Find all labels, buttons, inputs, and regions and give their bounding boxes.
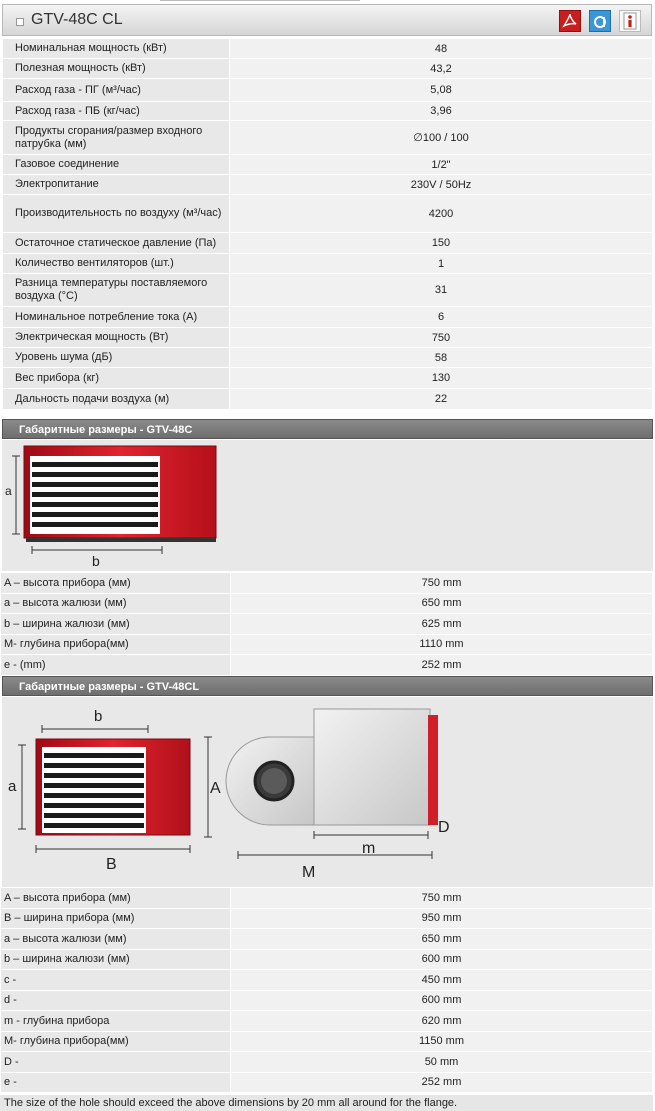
- spec-row: [3, 102, 653, 121]
- dimension-row: [1, 908, 653, 929]
- dimension-row: [1, 888, 653, 909]
- label-b: b: [94, 708, 103, 725]
- spec-value: 230V / 50Hz: [230, 175, 653, 195]
- dimension-row: [1, 1052, 653, 1073]
- spec-label: Производительность по воздуху (м³/час): [3, 195, 230, 233]
- spec-row: [3, 233, 653, 254]
- spec-value: 43,2: [230, 59, 653, 79]
- info-icon[interactable]: [619, 10, 641, 32]
- label-M: M: [302, 864, 316, 881]
- spec-value: 58: [230, 348, 653, 368]
- product-title: GTV-48C CL: [31, 11, 123, 28]
- dimension-row: [1, 1011, 653, 1032]
- dimension-label: A – высота прибора (мм): [1, 888, 231, 909]
- spec-row: [3, 121, 653, 155]
- spec-row: [3, 368, 653, 389]
- spec-row: [3, 348, 653, 368]
- dimension-label: A – высота прибора (мм): [1, 573, 231, 594]
- dimension-value: 600 mm: [231, 990, 653, 1011]
- dimension-row: [1, 573, 653, 594]
- spec-label: Расход газа - ПГ (м³/час): [3, 79, 230, 102]
- label-B: B: [106, 856, 117, 873]
- dimension-row: [1, 949, 653, 970]
- spec-value: 48: [230, 39, 653, 59]
- product-header: [2, 4, 652, 36]
- dimension-label: e -: [1, 1072, 231, 1093]
- dimension-value: 252 mm: [231, 1072, 653, 1093]
- flange-note: The size of the hole should exceed the above dimensions by 20 mm all around for the flange.: [0, 1095, 653, 1111]
- spec-value: 750: [230, 328, 653, 348]
- spec-value: 4200: [230, 195, 653, 233]
- dimension-row: [1, 929, 653, 950]
- dimension-label: e - (mm): [1, 655, 231, 676]
- section-title-c: Габаритные размеры - GTV-48C: [2, 419, 653, 439]
- spec-label: Расход газа - ПБ (кг/час): [3, 102, 230, 121]
- dimension-value: 650 mm: [231, 593, 653, 614]
- label-a: a: [5, 484, 12, 498]
- dimension-value: 1110 mm: [231, 634, 653, 655]
- dimension-row: [1, 593, 653, 614]
- label-b: b: [92, 553, 100, 569]
- spec-row: [3, 155, 653, 175]
- dimension-label: m - глубина прибора: [1, 1011, 231, 1032]
- spec-row: [3, 79, 653, 102]
- spec-label: Электрическая мощность (Вт): [3, 328, 230, 348]
- dimension-row: [1, 970, 653, 991]
- spec-row: [3, 254, 653, 274]
- spec-value: 150: [230, 233, 653, 254]
- dimension-value: 50 mm: [231, 1052, 653, 1073]
- spec-value: 5,08: [230, 79, 653, 102]
- spec-label: Газовое соединение: [3, 155, 230, 175]
- dimension-value: 252 mm: [231, 655, 653, 676]
- dimension-label: b – ширина жалюзи (мм): [1, 614, 231, 635]
- specs-table: [2, 38, 653, 410]
- dimension-label: M- глубина прибора(мм): [1, 634, 231, 655]
- spec-value: 31: [230, 274, 653, 307]
- dimension-label: a – высота жалюзи (мм): [1, 929, 231, 950]
- dimension-value: 750 mm: [231, 573, 653, 594]
- spec-row: [3, 175, 653, 195]
- spec-value: 1/2": [230, 155, 653, 175]
- diagram-cl: [2, 697, 653, 887]
- dimension-value: 650 mm: [231, 929, 653, 950]
- spec-label: Дальность подачи воздуха (м): [3, 389, 230, 410]
- dimension-row: [1, 634, 653, 655]
- dimension-label: B – ширина прибора (мм): [1, 908, 231, 929]
- spec-label: Уровень шума (дБ): [3, 348, 230, 368]
- dimension-label: D -: [1, 1052, 231, 1073]
- pdf-icon[interactable]: [559, 10, 581, 32]
- dimension-row: [1, 655, 653, 676]
- dimension-value: 625 mm: [231, 614, 653, 635]
- dimension-value: 450 mm: [231, 970, 653, 991]
- dimension-label: M- глубина прибора(мм): [1, 1031, 231, 1052]
- spec-row: [3, 328, 653, 348]
- dimension-label: d -: [1, 990, 231, 1011]
- section-title-cl: Габаритные размеры - GTV-48CL: [2, 676, 653, 696]
- spec-label: Разница температуры поставляемого воздуха (°С): [3, 274, 230, 307]
- label-m: m: [362, 840, 376, 857]
- diagram-c: [2, 440, 653, 571]
- spec-value: 22: [230, 389, 653, 410]
- dimension-value: 600 mm: [231, 949, 653, 970]
- autocad-icon[interactable]: [589, 10, 611, 32]
- dimension-row: [1, 990, 653, 1011]
- dimension-row: [1, 614, 653, 635]
- label-D: D: [438, 819, 450, 836]
- bullet-icon: [16, 18, 24, 26]
- spec-label: Номинальная мощность (кВт): [3, 39, 230, 59]
- dimension-row: [1, 1072, 653, 1093]
- spec-row: [3, 195, 653, 233]
- spec-label: Номинальное потребление тока (А): [3, 307, 230, 328]
- dimension-row: [1, 1031, 653, 1052]
- spec-row: [3, 389, 653, 410]
- dims-table-cl: [0, 887, 653, 1093]
- spec-row: [3, 274, 653, 307]
- dimension-value: 1150 mm: [231, 1031, 653, 1052]
- dimension-value: 620 mm: [231, 1011, 653, 1032]
- dimension-label: a – высота жалюзи (мм): [1, 593, 231, 614]
- dimension-label: b – ширина жалюзи (мм): [1, 949, 231, 970]
- dims-table-c: [0, 572, 653, 676]
- label-A: A: [210, 780, 221, 797]
- dimension-label: c -: [1, 970, 231, 991]
- label-a: a: [8, 778, 17, 795]
- spec-value: 6: [230, 307, 653, 328]
- spec-label: Количество вентиляторов (шт.): [3, 254, 230, 274]
- spec-value: 3,96: [230, 102, 653, 121]
- spec-value: 130: [230, 368, 653, 389]
- spec-label: Продукты сгорания/размер входного патрубка (мм): [3, 121, 230, 155]
- spec-row: [3, 59, 653, 79]
- dimension-value: 750 mm: [231, 888, 653, 909]
- spec-value: 1: [230, 254, 653, 274]
- spec-row: [3, 307, 653, 328]
- dimension-value: 950 mm: [231, 908, 653, 929]
- spec-label: Остаточное статическое давление (Па): [3, 233, 230, 254]
- spec-value: ∅100 / 100: [230, 121, 653, 155]
- spec-row: [3, 39, 653, 59]
- spec-label: Вес прибора (кг): [3, 368, 230, 389]
- spec-label: Полезная мощность (кВт): [3, 59, 230, 79]
- spec-label: Электропитание: [3, 175, 230, 195]
